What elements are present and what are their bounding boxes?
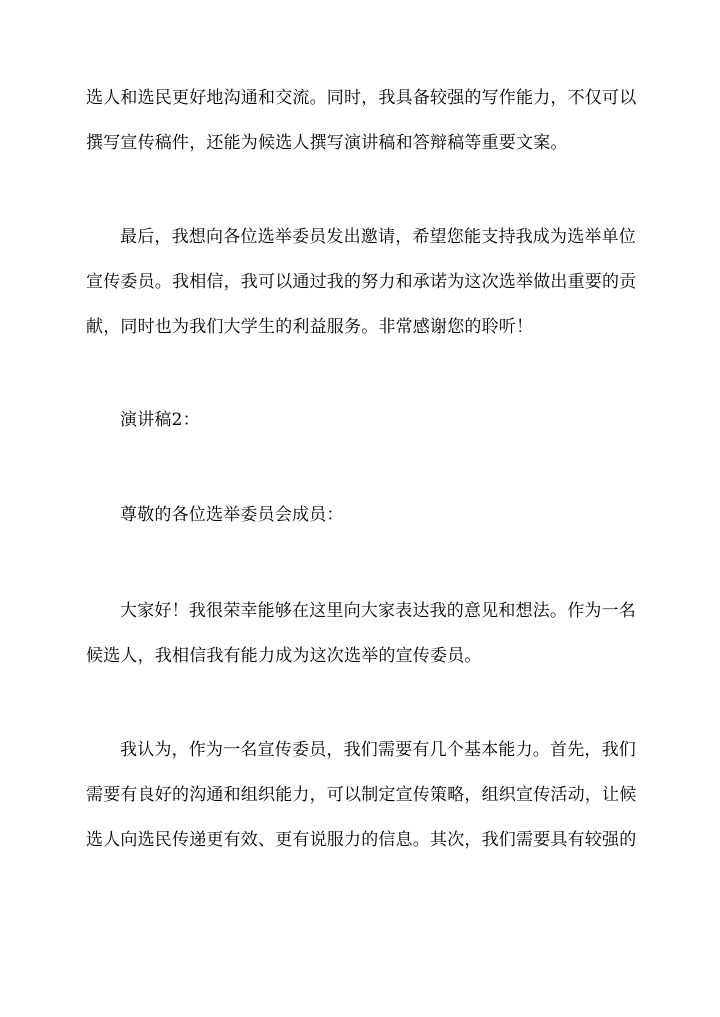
paragraph-abilities <box>86 728 642 863</box>
text-line: 宣传委员。我相信，我可以通过我的努力和承诺为这次选举做出重要的贡 <box>86 272 637 292</box>
text-line: 选人向选民传递更有效、更有说服力的信息。其次，我们需要具有较强的 <box>86 830 637 850</box>
text-line: 撰写宣传稿件，还能为候选人撰写演讲稿和答辩稿等重要文案。 <box>86 133 568 153</box>
paragraph-closing <box>86 215 642 350</box>
text-line: 尊敬的各位选举委员会成员： <box>120 505 344 525</box>
text-line: 演讲稿2： <box>120 410 200 430</box>
paragraph-continuation <box>86 76 642 166</box>
text-line: 大家好！我很荣幸能够在这里向大家表达我的意见和想法。作为一名 <box>120 601 636 621</box>
paragraph-greeting <box>86 589 642 679</box>
text-line: 选人和选民更好地沟通和交流。同时，我具备较强的写作能力，不仅可以 <box>86 88 637 108</box>
text-line: 我认为，作为一名宣传委员，我们需要有几个基本能力。首先，我们 <box>120 740 636 760</box>
salutation <box>86 493 642 538</box>
text-line: 候选人，我相信我有能力成为这次选举的宣传委员。 <box>86 646 482 666</box>
text-line: 需要有良好的沟通和组织能力，可以制定宣传策略，组织宣传活动，让候 <box>86 785 637 805</box>
text-line: 献，同时也为我们大学生的利益服务。非常感谢您的聆听！ <box>86 317 534 337</box>
speech-heading <box>86 398 642 443</box>
text-line: 最后，我想向各位选举委员发出邀请，希望您能支持我成为选举单位 <box>120 227 636 247</box>
